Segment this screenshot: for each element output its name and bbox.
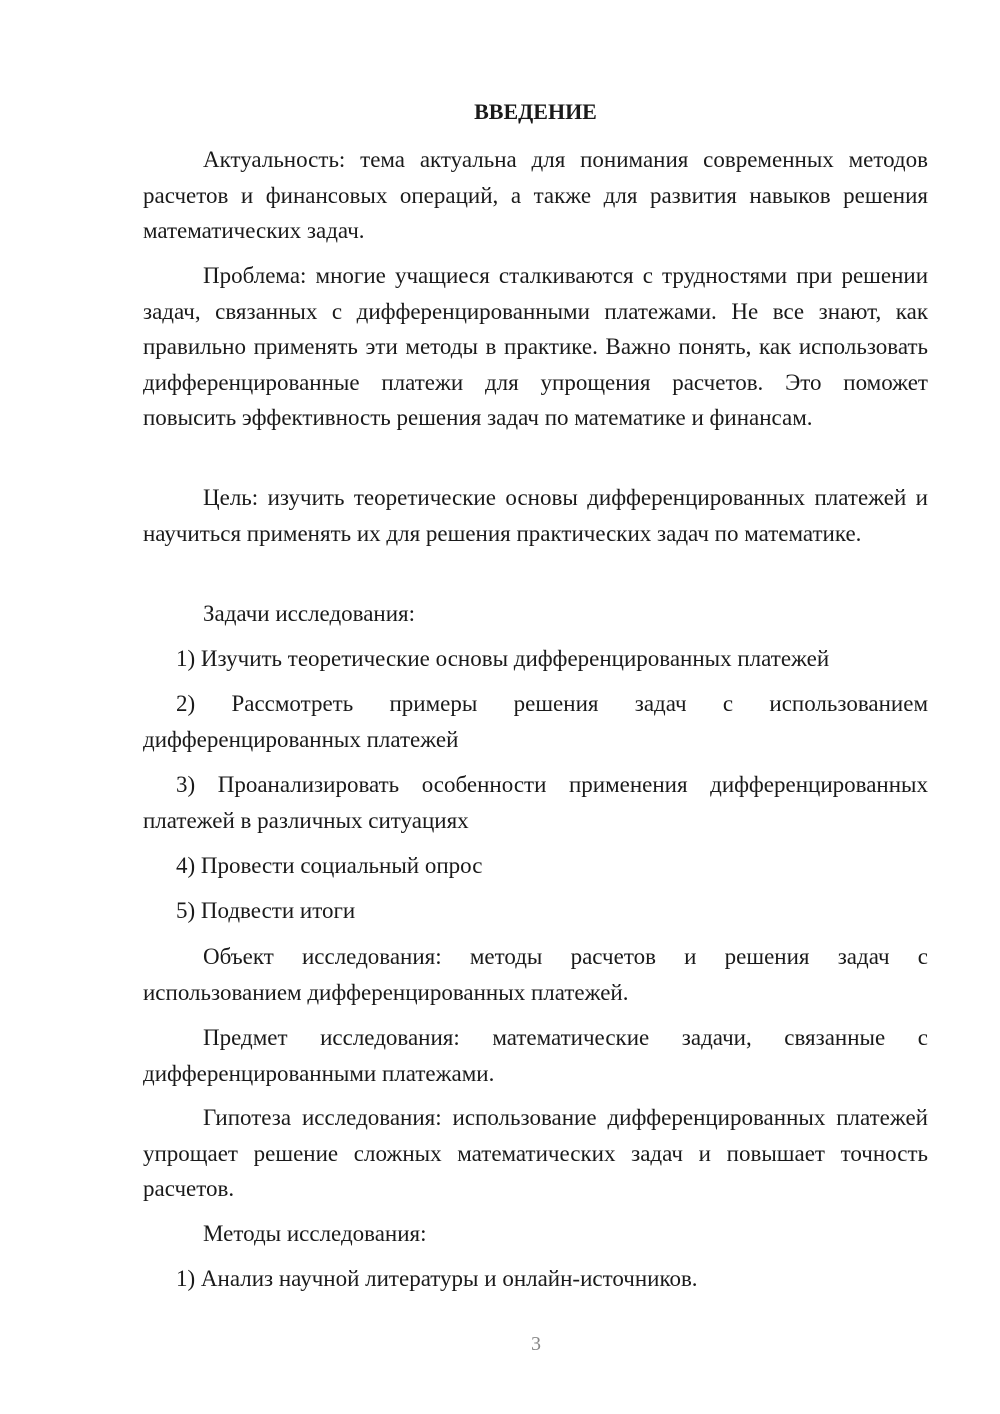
tasks-heading: Задачи исследования: (203, 601, 416, 626)
page-title: ВВЕДЕНИЕ (474, 99, 597, 124)
problem-paragraph: Проблема: многие учащиеся сталкиваются с трудностями при решении задач, связанных с дифференцированными платежами. Не все знают, как правильно применять эти методы в практике. Важно понять, как использовать дифференцированные платежи для упрощения расчетов. Это поможет повысить эффективность решения задач по математике и финансам. (143, 263, 928, 430)
method-item: 1) Анализ научной литературы и онлайн-источников. (176, 1266, 698, 1291)
methods-heading: Методы исследования: (203, 1221, 427, 1246)
page-number: 3 (531, 1333, 541, 1355)
task-item: 5) Подвести итоги (176, 898, 356, 923)
goal-paragraph: Цель: изучить теоретические основы дифференцированных платежей и научиться применять их для решения практических задач по математике. (143, 485, 928, 546)
task-item: 1) Изучить теоретические основы дифференцированных платежей (176, 646, 830, 671)
relevance-paragraph: Актуальность: тема актуальна для понимания современных методов расчетов и финансовых операций, а также для развития навыков решения математических задач. (143, 147, 928, 243)
subject-paragraph: Предмет исследования: математические задачи, связанные с дифференцированными платежами. (143, 1025, 928, 1086)
hypothesis-paragraph: Гипотеза исследования: использование дифференцированных платежей упрощает решение сложных математических задач и повышает точность расчетов. (143, 1105, 928, 1201)
task-item: 4) Провести социальный опрос (176, 853, 483, 878)
task-item: 3) Проанализировать особенности применения дифференцированных платежей в различных ситуациях (143, 772, 928, 833)
object-paragraph: Объект исследования: методы расчетов и решения задач с использованием дифференцированных платежей. (143, 944, 928, 1005)
task-item: 2) Рассмотреть примеры решения задач с использованием дифференцированных платежей (143, 691, 928, 752)
